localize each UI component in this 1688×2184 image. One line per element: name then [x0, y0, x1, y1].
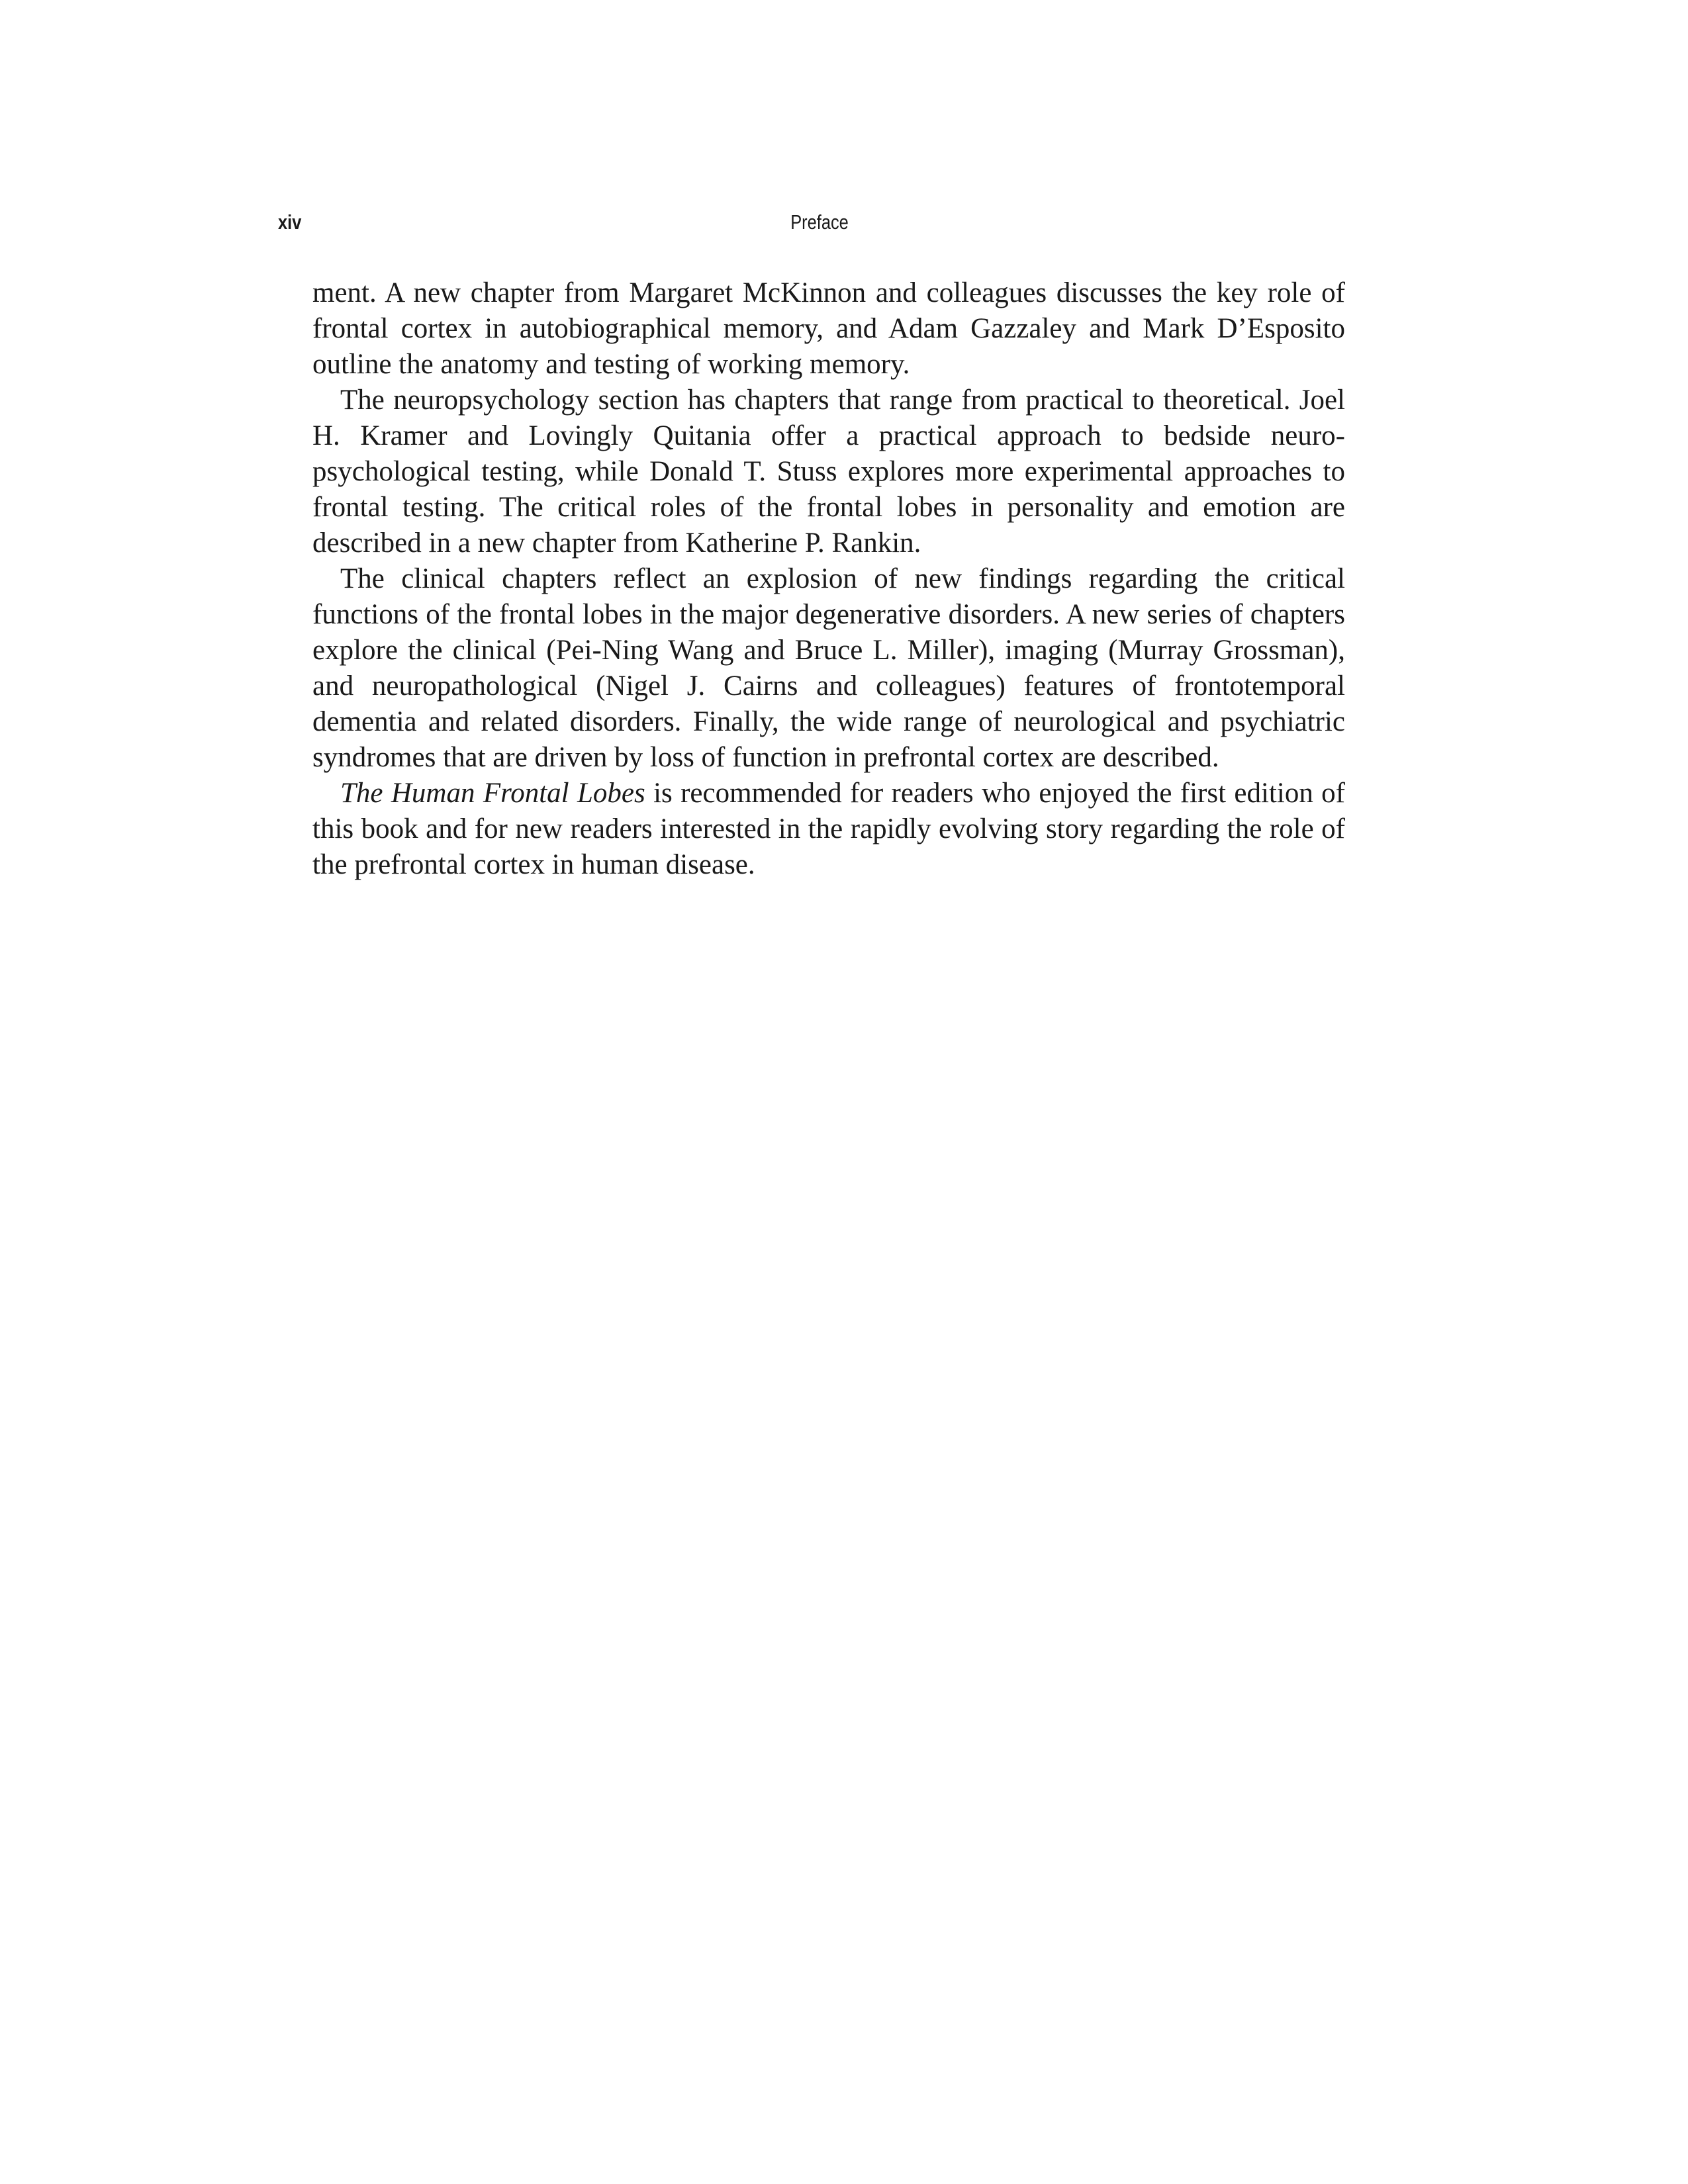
paragraph-neuropsychology: The neuropsychology section has chapters that range from practical to theoretical. Joel H. Kramer and Lovingly Quitania offer a practical approach to bedside neuropsychological testing, while Donald T. Stuss explores more experimental approaches to frontal testing. The critical roles of the frontal lobes in personality and emotion are described in a new chapter from Katherine P. Rankin. [312, 385, 1345, 559]
paragraph-clinical: The clinical chapters reflect an explosion of new findings regarding the critical functions of the frontal lobes in the major degenerative disorders. A new series of chapters explore the clinical (Pei-Ning Wang and Bruce L. Miller), imaging (Murray Grossman), and neuropathological (Nigel J. Cairns and colleagues) features of frontotemporal dementia and related disorders. Finally, the wide range of neurological and psychiatric syndromes that are driven by loss of function in prefrontal cortex are described. [312, 563, 1345, 773]
body-text [312, 275, 1345, 883]
running-title: Preface [790, 210, 849, 234]
paragraph-recommendation-text: is recommended for readers who enjoyed the first edition of this book and for new readers interested in the rapidly evolving story regarding the role of the prefrontal cortex in human disease. [312, 778, 1346, 880]
paragraph-recommendation [312, 776, 1345, 883]
book-title: The Human Frontal Lobes [340, 778, 645, 809]
paragraph-continuation: ment. A new chapter from Margaret McKinnon and colleagues discusses the key role of frontal cortex in autobiographical memory, and Adam Gazzaley and Mark D’Esposito outline the anatomy and testing of working memory. [312, 277, 1345, 380]
page-number: xiv [278, 210, 302, 234]
running-head [278, 210, 1361, 245]
